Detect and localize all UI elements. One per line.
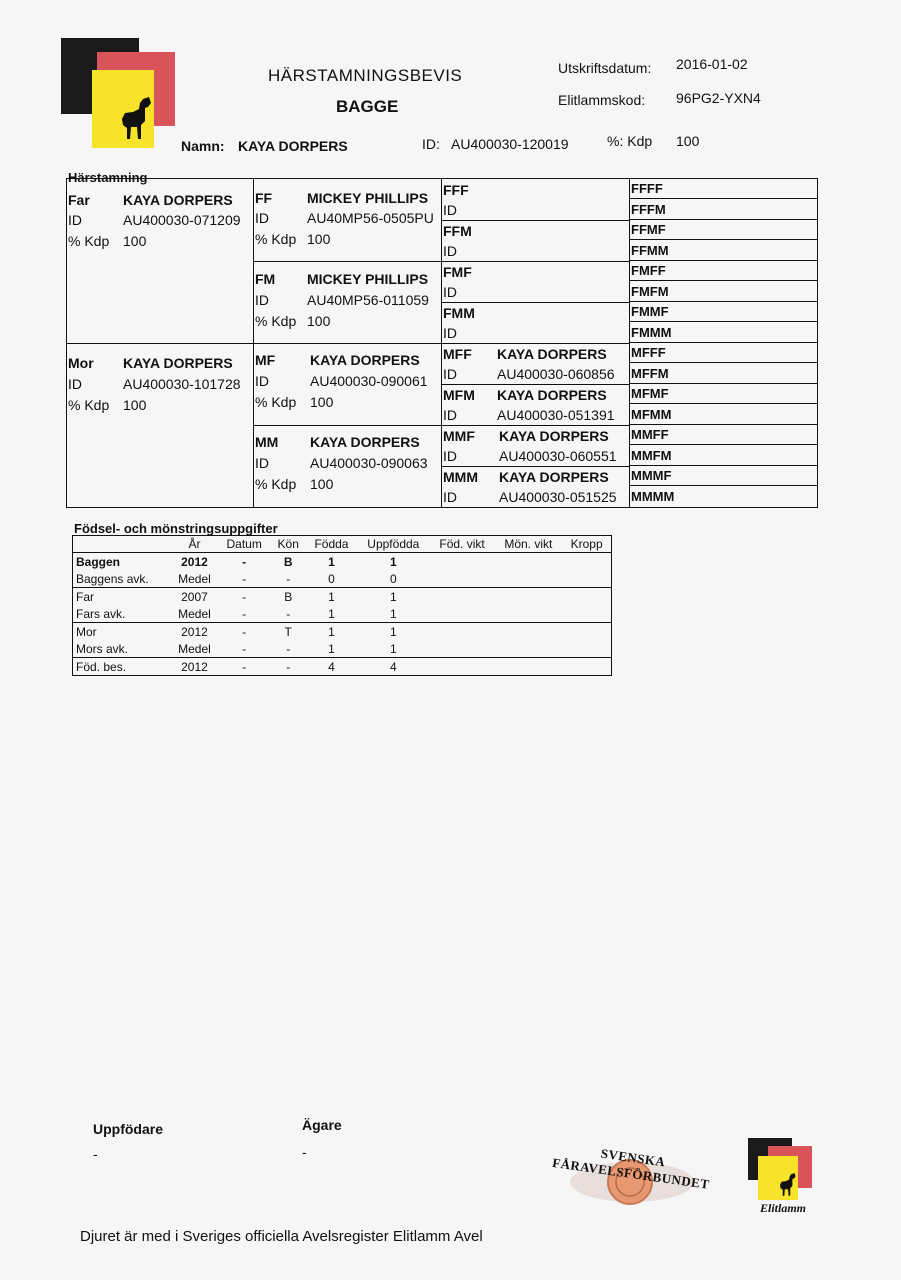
fm-name: MICKEY PHILLIPS xyxy=(307,271,429,287)
cell: T xyxy=(284,624,292,639)
row-label: Mor xyxy=(76,624,97,639)
cell: - xyxy=(270,640,306,658)
far-pct: 100 xyxy=(123,233,147,249)
cell: 1 xyxy=(328,589,335,604)
ff-name: MICKEY PHILLIPS xyxy=(307,190,429,206)
cell: - xyxy=(242,554,247,569)
g3-id-label: ID xyxy=(443,489,457,505)
g3-id-label: ID xyxy=(443,243,457,259)
elite-code: 96PG2-YXN4 xyxy=(676,90,761,106)
far-id: AU400030-071209 xyxy=(123,212,241,228)
pct-label: %: Kdp xyxy=(607,133,653,149)
table-row xyxy=(73,553,612,571)
cell xyxy=(494,570,562,588)
g4-cell: FMMF xyxy=(629,302,817,322)
ff-pct-label: % Kdp xyxy=(255,231,297,247)
g3-id: AU400030-060551 xyxy=(499,448,617,464)
mor-pct: 100 xyxy=(123,397,147,413)
cell: - xyxy=(242,624,247,639)
g4-cell: FFMF xyxy=(629,220,817,240)
cell xyxy=(562,640,611,658)
cell xyxy=(562,588,611,606)
cell: - xyxy=(242,589,247,604)
table-row xyxy=(73,640,612,658)
g4-cell: MFFF xyxy=(629,343,817,363)
cell: Medel xyxy=(171,570,218,588)
cell: 2012 xyxy=(181,659,208,674)
cell: 1 xyxy=(328,554,335,569)
col-header: Kön xyxy=(270,536,306,553)
fm-label: FM xyxy=(255,271,276,287)
mf-label: MF xyxy=(255,352,276,368)
g4-cell: FMFF xyxy=(629,261,817,281)
table-row xyxy=(73,605,612,623)
cell: 2012 xyxy=(181,554,208,569)
cell xyxy=(430,588,495,606)
cell xyxy=(430,623,495,641)
g4-cell: FMMM xyxy=(629,323,817,343)
g4-cell: MMFM xyxy=(629,446,817,466)
pedigree-title: Härstamning xyxy=(68,170,148,185)
col-header: Kropp xyxy=(562,536,611,553)
cell: - xyxy=(218,570,271,588)
g4-cell: MMFF xyxy=(629,425,817,445)
cell: 1 xyxy=(389,589,397,604)
id-label: ID: xyxy=(422,136,440,152)
g3-label: MMF xyxy=(443,428,475,444)
footer-note: Djuret är med i Sveriges officiella Avelsregister Elitlamm Avel xyxy=(80,1228,483,1245)
g3-id-label: ID xyxy=(443,407,457,423)
print-date-label: Utskriftsdatum: xyxy=(558,60,652,76)
g4-cell: FFMM xyxy=(629,241,817,261)
cell: B xyxy=(283,554,293,569)
cell: 2007 xyxy=(181,589,208,604)
mf-id-label: ID xyxy=(255,373,269,389)
elite-code-label: Elitlammskod: xyxy=(558,92,646,108)
row-label: Fars avk. xyxy=(73,605,172,623)
g3-id-label: ID xyxy=(443,202,457,218)
g3-label: FFF xyxy=(443,182,469,198)
cell: Medel xyxy=(171,640,218,658)
g3-id: AU400030-060856 xyxy=(497,366,615,382)
table-row xyxy=(73,658,612,676)
mf-pct-label: % Kdp xyxy=(255,394,297,410)
pedigree-table xyxy=(66,178,818,508)
g3-label: MMM xyxy=(443,469,478,485)
g3-id-label: ID xyxy=(443,366,457,382)
cell: - xyxy=(270,605,306,623)
mor-label: Mor xyxy=(68,355,94,371)
g3-name: KAYA DORPERS xyxy=(499,469,609,485)
owner-label: Ägare xyxy=(302,1117,342,1133)
cell: - xyxy=(270,570,306,588)
cell xyxy=(430,605,495,623)
name-label: Namn: xyxy=(181,138,225,154)
cell xyxy=(562,623,611,641)
g3-name: KAYA DORPERS xyxy=(499,428,609,444)
cell: 1 xyxy=(328,624,335,639)
fm-id-label: ID xyxy=(255,292,269,308)
g3-label: MFM xyxy=(443,387,475,403)
mm-id: AU400030-090063 xyxy=(310,455,428,471)
cell: B xyxy=(284,589,293,604)
cell xyxy=(430,553,495,571)
cell: 1 xyxy=(357,605,430,623)
table-row xyxy=(73,570,612,588)
animal-name: KAYA DORPERS xyxy=(238,138,348,154)
mm-label: MM xyxy=(255,434,279,450)
col-header: År xyxy=(171,536,218,553)
cell: 4 xyxy=(328,659,335,674)
far-name: KAYA DORPERS xyxy=(123,192,233,208)
g3-label: FMM xyxy=(443,305,475,321)
cell: 1 xyxy=(389,554,397,569)
table-row xyxy=(73,588,612,606)
pct-value: 100 xyxy=(676,133,700,149)
mor-name: KAYA DORPERS xyxy=(123,355,233,371)
g3-id-label: ID xyxy=(443,284,457,300)
g3-id-label: ID xyxy=(443,325,457,341)
breeder-value: - xyxy=(93,1146,98,1162)
col-header: Datum xyxy=(218,536,271,553)
cell xyxy=(494,623,562,641)
elitlamm-wordmark: Elitlamm xyxy=(760,1201,807,1215)
g4-cell: MMMM xyxy=(631,488,675,504)
ff-id: AU40MP56-0505PU xyxy=(307,210,434,226)
elitlamm-logo xyxy=(61,38,175,150)
cell xyxy=(494,658,562,676)
cell: - xyxy=(218,640,271,658)
lamb-icon xyxy=(776,1172,798,1200)
birth-title: Födsel- och mönstringsuppgifter xyxy=(74,521,278,536)
cell: - xyxy=(218,605,271,623)
col-header: Mön. vikt xyxy=(494,536,562,553)
fm-pct: 100 xyxy=(307,313,331,329)
cell: 1 xyxy=(306,640,357,658)
cell xyxy=(562,658,611,676)
g4-cell: FFFM xyxy=(629,200,817,220)
row-label: Föd. bes. xyxy=(76,659,127,674)
far-pct-label: % Kdp xyxy=(68,233,110,249)
cell: 1 xyxy=(357,640,430,658)
g4-cell: MFMM xyxy=(629,405,817,425)
g3-label: FFM xyxy=(443,223,472,239)
birth-table xyxy=(72,535,612,676)
cell xyxy=(494,553,562,571)
g4-cell: MFMF xyxy=(629,384,817,404)
ff-id-label: ID xyxy=(255,210,269,226)
g3-label: MFF xyxy=(443,346,472,362)
row-label: Baggens avk. xyxy=(73,570,172,588)
cell xyxy=(430,570,495,588)
cell: - xyxy=(242,659,247,674)
table-row xyxy=(73,623,612,641)
print-date: 2016-01-02 xyxy=(676,56,748,72)
g3-id: AU400030-051391 xyxy=(497,407,615,423)
row-label: Baggen xyxy=(76,554,121,569)
g4-cell: MMMF xyxy=(629,466,817,486)
mm-name: KAYA DORPERS xyxy=(310,434,420,450)
row-label: Mors avk. xyxy=(73,640,172,658)
mf-id: AU400030-090061 xyxy=(310,373,428,389)
cell xyxy=(562,570,611,588)
seal-text: SVENSKA FÅRAVELSFÖRBUNDET xyxy=(551,1145,711,1192)
cell xyxy=(430,658,495,676)
cell xyxy=(430,640,495,658)
fm-pct-label: % Kdp xyxy=(255,313,297,329)
page-title: HÄRSTAMNINGSBEVIS xyxy=(268,66,463,85)
ff-pct: 100 xyxy=(307,231,331,247)
animal-id: AU400030-120019 xyxy=(451,136,569,152)
mf-pct: 100 xyxy=(310,394,334,410)
mor-id-label: ID xyxy=(68,376,82,392)
cell: - xyxy=(286,659,291,674)
g3-id-label: ID xyxy=(443,448,457,464)
mm-id-label: ID xyxy=(255,455,269,471)
g3-name: KAYA DORPERS xyxy=(497,346,607,362)
cell: Medel xyxy=(171,605,218,623)
cell xyxy=(494,640,562,658)
cell xyxy=(562,553,611,571)
cell: 1 xyxy=(306,605,357,623)
cell xyxy=(562,605,611,623)
g3-label: FMF xyxy=(443,264,472,280)
cell: 2012 xyxy=(181,624,208,639)
mor-id: AU400030-101728 xyxy=(123,376,241,392)
mf-name: KAYA DORPERS xyxy=(310,352,420,368)
ff-label: FF xyxy=(255,190,273,206)
col-header xyxy=(73,536,172,553)
mm-pct-label: % Kdp xyxy=(255,476,297,492)
g4-cell: MFFM xyxy=(629,364,817,384)
mor-pct-label: % Kdp xyxy=(68,397,110,413)
col-header: Födda xyxy=(306,536,357,553)
cell xyxy=(494,588,562,606)
row-label: Far xyxy=(76,589,94,604)
col-header: Föd. vikt xyxy=(430,536,495,553)
fm-id: AU40MP56-011059 xyxy=(307,292,429,308)
cell xyxy=(494,605,562,623)
g3-id: AU400030-051525 xyxy=(499,489,617,505)
page-subtitle: BAGGE xyxy=(336,97,399,116)
cell: 0 xyxy=(306,570,357,588)
mm-pct: 100 xyxy=(310,476,334,492)
far-label: Far xyxy=(68,192,90,208)
g4-cell: FMFM xyxy=(629,282,817,302)
association-seal xyxy=(532,1138,732,1208)
g3-name: KAYA DORPERS xyxy=(497,387,607,403)
cell: 4 xyxy=(389,659,397,674)
table-header-row xyxy=(73,536,612,553)
far-id-label: ID xyxy=(68,212,82,228)
owner-value: - xyxy=(302,1144,307,1160)
lamb-icon xyxy=(115,95,155,147)
elitlamm-logo-small xyxy=(748,1138,814,1204)
cell: 1 xyxy=(389,624,397,639)
breeder-label: Uppfödare xyxy=(93,1121,163,1137)
cell: 0 xyxy=(357,570,430,588)
col-header: Uppfödda xyxy=(357,536,430,553)
g4-cell: FFFF xyxy=(629,179,817,199)
